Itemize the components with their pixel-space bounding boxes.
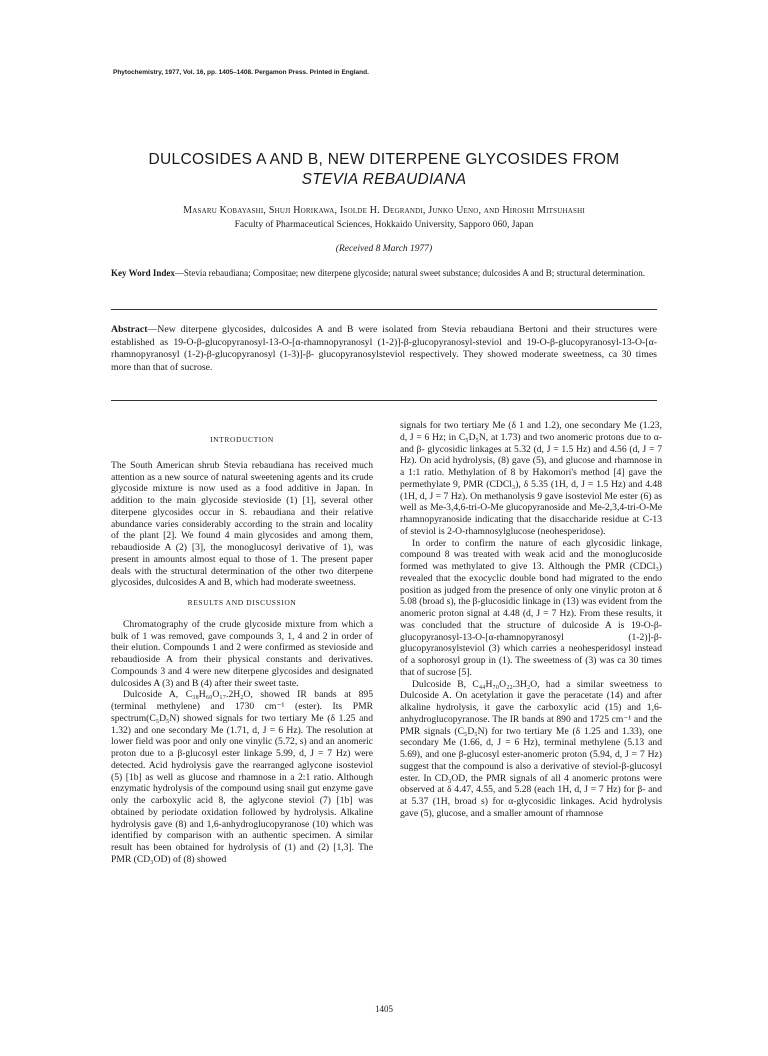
abstract-text: —New diterpene glycosides, dulcosides A and B were isolated from Stevia rebaudiana Bertoni and their structures were established as 19-O-β-glucopyranosyl-13-O-[α-rhamnopyranosyl (1-2)]-β-glucopyranosyl-steviol and 19-O-β-glucopyranosyl-13-O-[α-rhamnopyranosyl (1-2)-β-glucopyranosyl (1-3)]-β- glucopyranosylsteviol respectively. They showed moderate sweetness, ca 30 times more than that of sucrose. (111, 324, 657, 373)
title-line-2: STEVIA REBAUDIANA (301, 171, 467, 188)
paper-title (70, 150, 698, 190)
journal-citation: Phytochemistry, 1977, Vol. 16, pp. 1405–1408. Pergamon Press. Printed in England. (113, 69, 369, 76)
results-paragraph-2: Dulcoside A, C₃₈H₆₀O₁₇.2H₂O, showed IR bands at 895 (terminal methylene) and 1730 cm⁻¹ (ester). Its PMR spectrum(C₅D₅N) showed signals for two tertiary Me (δ 1.25 and 1.32) and one secondary Me (1.71, d, J = 6 Hz). The resolution at lower field was poor and only one vinylic (5.72, s) and an anomeric proton due to a β-glucosyl ester linkage 5.99, d, J = 7 Hz) were detected. Acid hydrolysis gave the rearranged aglycone isosteviol (5) [1b] as well as glucose and rhamnose in a 2:1 ratio. Although enzymatic hydrolysis of the compound using snail gut enzyme gave only the carboxylic acid 8, the aglycone steviol (7) [1b] was obtained by periodate oxidation followed by hydrolysis. Alkaline hydrolysis gave (8) and 1,6-anhydroglucopyranose (10) which was identified by comparison with an authentic specimen. A similar result has been obtained for hydrolysis of (1) and (2) [1,3]. The PMR (CD₃OD) of (8) showed (111, 689, 373, 865)
author-list: Masaru Kobayashi, Shuji Horikawa, Isolde H. Degrandi, Junko Ueno, and Hiroshi Mitsuhashi (183, 205, 585, 216)
keyword-index (111, 267, 671, 279)
intro-paragraph: The South American shrub Stevia rebaudiana has received much attention as a new source of natural sweetening agents and its crude glycoside mixture is now used as a food additive in Japan. In addition to the main glycoside stevioside (1) [1], several other diterpene glycosides occur in S. rebaudiana and their relative abundance varies considerably according to the strain and locality of the plant [2]. We found 4 main glycosides and among them, rebaudioside A (2) [3], the monoglucosyl derivative of 1), was present in amounts almost equal to those of 1. The present paper deals with the structural determination of the other two diterpene glycosides, dulcosides A and B, which had moderate sweetness. (111, 459, 373, 589)
page-number: 1405 (375, 1004, 393, 1014)
keyword-label: Key Word Index (111, 268, 175, 278)
right-column (400, 420, 662, 820)
title-line-1: DULCOSIDES A AND B, NEW DITERPENE GLYCOSIDES FROM (148, 151, 620, 168)
received-date: (Received 8 March 1977) (335, 244, 433, 254)
keyword-text: —Stevia rebaudiana; Compositae; new diterpene glycoside; natural sweet substance; dulcosides A and B; structural determination. (174, 268, 645, 278)
results-paragraph-1: Chromatography of the crude glycoside mixture from which a bulk of 1 was removed, gave compounds 3, 1, 4 and 2 in order of their elution. Compounds 1 and 2 were confirmed as stevioside and rebaudioside A from their physical constants and derivatives. Compounds 3 and 4 were new diterpene glycosides and designated dulcosides A (3) and B (4) after their sweet taste. (111, 618, 373, 689)
abstract (111, 324, 657, 374)
right-paragraph-2: In order to confirm the nature of each glycosidic linkage, compound 8 was treated with weak acid and the monoglucoside formed was methylated to give 13. Although the PMR (CDCl₃) revealed that the exocyclic double bond had migrated to the endo position as judged from the presence of only one vinylic proton at δ 5.08 (broad s), the β-glucosidic linkage in (13) was evident from the anomeric proton signal at 4.48 (d, J = 7 Hz). From these results, it was concluded that the structure of dulcoside A is 19-O-β-glucopyranosyl-13-O-[α-rhamnopyranosyl (1-2)]-β-glucopyranosylsteviol (3) which carries a neohesperidosyl instead of a sophorosyl group in (1). The sweetness of (3) was ca 30 times that of sucrose [5]. (400, 537, 662, 678)
heading-introduction: INTRODUCTION (210, 435, 274, 444)
heading-results: RESULTS AND DISCUSSION (187, 598, 297, 607)
right-paragraph-3: Dulcoside B, C₄₄H₇₀O₂₂.3H₂O, had a similar sweetness to Dulcoside A. On acetylation it gave the peracetate (14) and after alkaline hydrolysis, it gave the carboxylic acid (15) and 1,6-anhydroglucopyranose. The IR bands at 890 and 1725 cm⁻¹ and the PMR signals (C₅D₅N) for two tertiary Me (δ 1.25 and 1.33), one secondary Me (1.66, d, J = 6 Hz), terminal methylene (5.13 and 5.69), and one β-glucosyl ester-anomeric proton (5.94, d, J = 7 Hz) suggest that the compound is also a derivative of steviol-β-glucosyl ester. In CD₃OD, the PMR signals of all 4 anomeric protons were observed at δ 4.47, 4.55, and 5.28 (each 1H, d, J = 7 Hz) for β- and at 5.37 (1H, broad s) for α-glycosidic linkages. Acid hydrolysis gave (5), glucose, and a smaller amount of rhamnose (400, 678, 662, 819)
affiliation: Faculty of Pharmaceutical Sciences, Hokkaido University, Sapporo 060, Japan (234, 220, 534, 230)
top-rule (111, 309, 657, 310)
bottom-rule (111, 400, 657, 401)
left-column (111, 420, 373, 866)
abstract-label: Abstract (111, 324, 148, 335)
right-paragraph-1: signals for two tertiary Me (δ 1 and 1.2), one secondary Me (1.23, d, J = 6 Hz; in C₅D₅N, at 1.73) and two anomeric protons due to α- and β- glycosidic linkages at 5.32 (d, J = 1.5 Hz) and 4.56 (d, J = 7 Hz). On acid hydrolysis, (8) gave (5), and glucose and rhamnose in a 1:1 ratio. Methylation of 8 by Hakomori's method [4] gave the permethylate 9, PMR (CDCl₃), δ 5.35 (1H, d, J = 1.5 Hz) and 4.48 (1H, d, J = 7 Hz). On methanolysis 9 gave isosteviol Me ester (6) as well as Me-3,4,6-tri-O-Me glucopyranoside and Me-2,3,4-tri-O-Me rhamnopyranoside indicating that the disaccharide residue at C-13 of steviol is 2-O-rhamnosylglucose (neohesperidose). (400, 420, 662, 537)
